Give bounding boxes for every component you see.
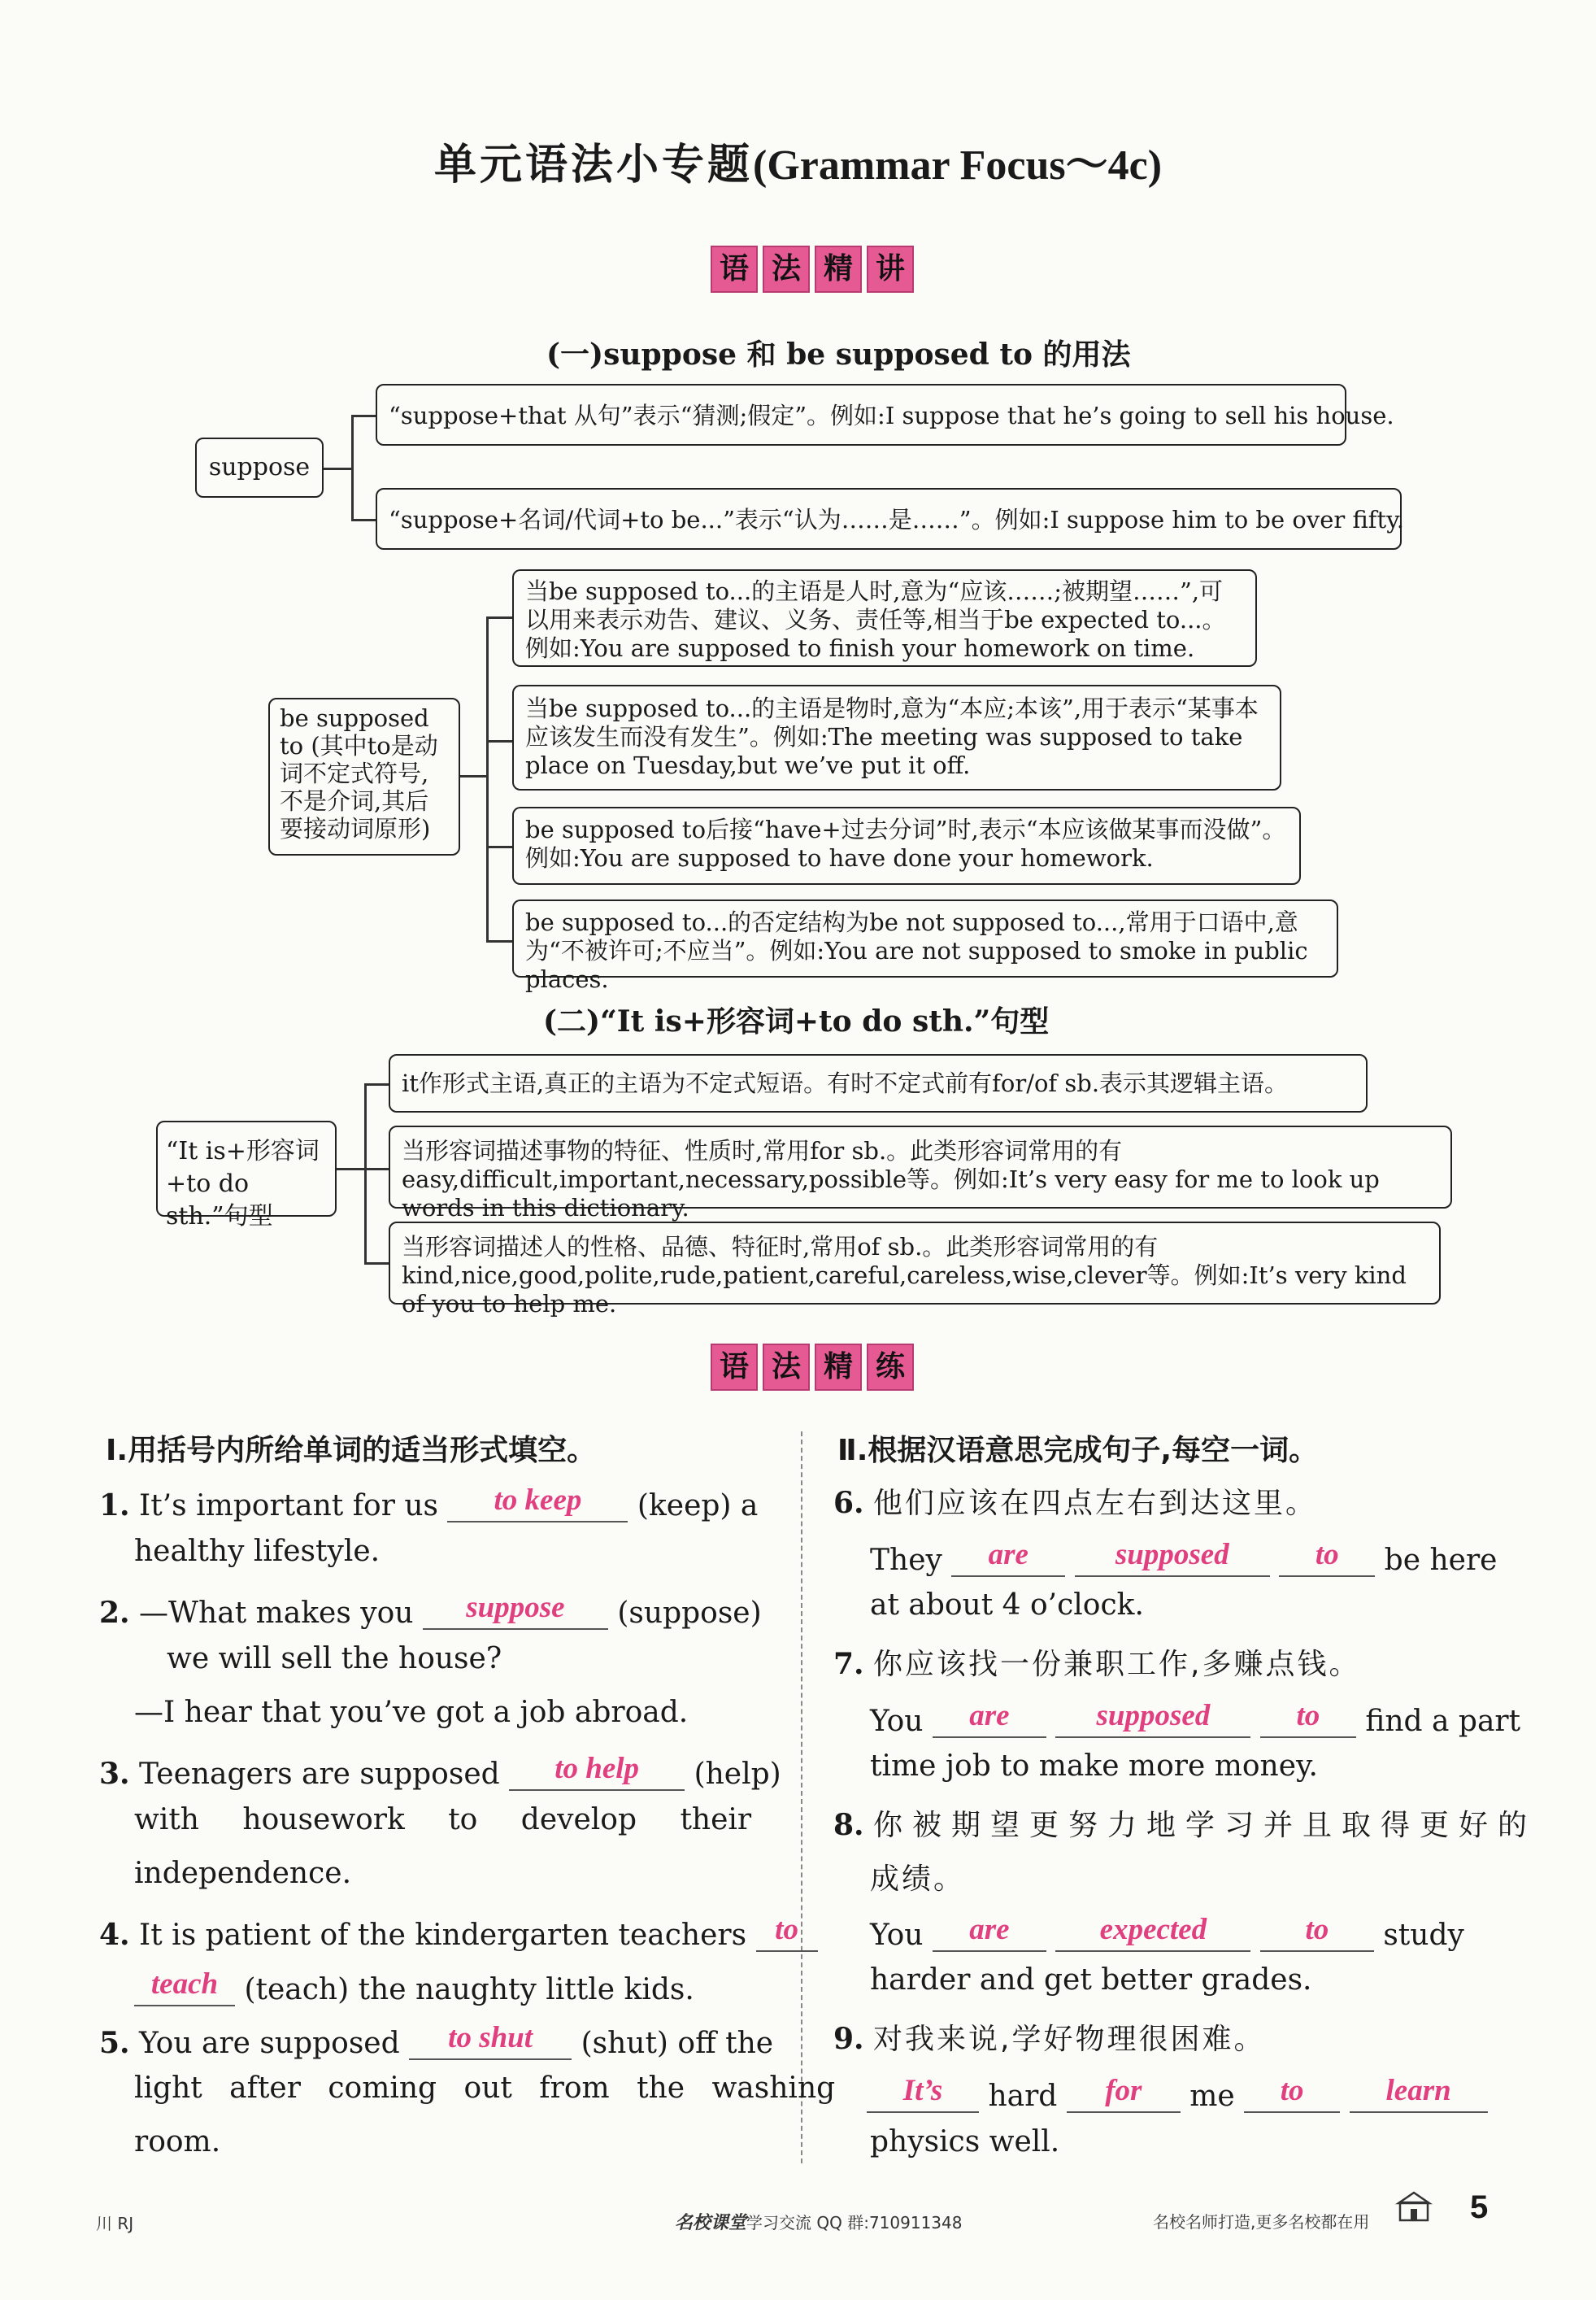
- suppose-label-box: suppose: [195, 438, 324, 498]
- q3-line1: 3. Teenagers are supposed to help (help): [99, 1749, 781, 1791]
- connector: [364, 1083, 367, 1264]
- it-formal-subject-box: it作形式主语,真正的主语为不定式短语。有时不定式前有for/of sb.表示其逻辑主语。: [389, 1054, 1368, 1113]
- q7-line: You are supposed to find a part: [870, 1696, 1520, 1738]
- q9-line: It’s hard for me to learn: [867, 2071, 1488, 2113]
- q6-blank-3[interactable]: to: [1279, 1535, 1375, 1577]
- q8-blank-2[interactable]: expected: [1055, 1910, 1250, 1952]
- q4-line1: 4. It is patient of the kindergarten teachers to: [99, 1910, 818, 1952]
- section2-heading: Ⅱ.根据汉语意思完成句子,每空一词。: [837, 1434, 1319, 1467]
- connector: [486, 940, 514, 943]
- q7-blank-1[interactable]: are: [933, 1696, 1046, 1738]
- q8-cn2: 成绩。: [870, 1862, 966, 1896]
- connector: [337, 1168, 364, 1170]
- q1-line1: 1. It’s important for us to keep (keep) a: [99, 1480, 758, 1522]
- q9-blank-1[interactable]: It’s: [867, 2071, 979, 2113]
- q6-line2: at about 4 o’clock.: [870, 1588, 1144, 1622]
- connector: [486, 616, 514, 619]
- connector: [486, 846, 514, 848]
- q2-line2: we will sell the house?: [167, 1642, 502, 1675]
- q6-line: They are supposed to be here: [870, 1535, 1497, 1577]
- it-for-sb-box: 当形容词描述事物的特征、性质时,常用for sb.。此类形容词常用的有easy,difficult,important,necessary,possible等。例如:It’s very easy for me to look up words in this dictionary.: [389, 1126, 1452, 1209]
- q2-line1: 2. —What makes you suppose (suppose): [99, 1588, 762, 1630]
- q7-line2: time job to make more money.: [870, 1749, 1319, 1783]
- connector: [364, 1262, 390, 1265]
- connector: [324, 468, 351, 470]
- supposed-thing-box: 当be supposed to...的主语是物时,意为“本应;本该”,用于表示“某事本应该发生而没有发生”。例如:The meeting was supposed to take place on Tuesday,but we’ve put it off.: [512, 685, 1281, 791]
- q2-line3: —I hear that you’ve got a job abroad.: [134, 1696, 689, 1729]
- connector: [364, 1168, 390, 1170]
- q9-blank-2[interactable]: for: [1067, 2071, 1181, 2113]
- q4-answer-blank-1[interactable]: to: [756, 1910, 818, 1952]
- connector: [351, 519, 377, 521]
- q8-line: You are expected to study: [870, 1910, 1464, 1952]
- q9-cn: 9. 对我来说,学好物理很困难。: [833, 2022, 1266, 2056]
- supposed-have-done-box: be supposed to后接“have+过去分词”时,表示“本应该做某事而没做”。例如:You are supposed to have done your homework.: [512, 807, 1301, 885]
- brand-logo-icon: [1395, 2188, 1433, 2225]
- q2-answer-blank[interactable]: suppose: [423, 1588, 608, 1630]
- q6-cn: 6. 他们应该在四点左右到达这里。: [833, 1486, 1318, 1520]
- q7-cn: 7. 你应该找一份兼职工作,多赚点钱。: [833, 1647, 1361, 1681]
- connector: [364, 1083, 390, 1086]
- q1-line2: healthy lifestyle.: [134, 1535, 381, 1568]
- q7-blank-2[interactable]: supposed: [1055, 1696, 1250, 1738]
- badge-grammar-explain: 语 法 精 讲: [711, 246, 914, 293]
- supposed-person-box: 当be supposed to...的主语是人时,意为“应该……;被期望……”,可以用来表示劝告、建议、义务、责任等,相当于be expected to...。例如:You are supposed to finish your homework on time.: [512, 569, 1257, 667]
- it-is-label-box: “It is+形容词+to do sth.”句型: [156, 1121, 337, 1217]
- it-of-sb-box: 当形容词描述人的性格、品德、特征时,常用of sb.。此类形容词常用的有kind,nice,good,polite,rude,patient,careful,careless,wise,clever等。例如:It’s very kind of you to help me.: [389, 1222, 1441, 1305]
- connector: [460, 775, 486, 778]
- q5-line2: light after coming out from the washing: [134, 2071, 836, 2105]
- q9-blank-4[interactable]: learn: [1350, 2071, 1488, 2113]
- page-number: 5: [1470, 2189, 1489, 2225]
- supposed-negative-box: be supposed to...的否定结构为be not supposed to...,常用于口语中,意为“不被许可;不应当”。例如:You are not supposed to smoke in public places.: [512, 900, 1338, 978]
- q5-answer-blank[interactable]: to shut: [409, 2018, 572, 2060]
- q8-cn: 8. 你被期望更努力地学习并且取得更好的: [833, 1808, 1537, 1842]
- q7-blank-3[interactable]: to: [1260, 1696, 1356, 1738]
- footer-slogan: 名校名师打造,更多名校都在用: [1153, 2212, 1370, 2232]
- footer-center: 名校课堂学习交流 QQ 群:710911348: [675, 2213, 963, 2233]
- q6-blank-1[interactable]: are: [951, 1535, 1065, 1577]
- connector: [486, 616, 489, 942]
- q8-blank-3[interactable]: to: [1260, 1910, 1374, 1952]
- q3-answer-blank[interactable]: to help: [509, 1749, 685, 1791]
- q3-line3: independence.: [134, 1857, 352, 1890]
- connector: [351, 415, 354, 521]
- connector: [351, 415, 377, 417]
- badge-grammar-practice: 语 法 精 练: [711, 1344, 914, 1391]
- q6-blank-2[interactable]: supposed: [1075, 1535, 1270, 1577]
- q9-blank-3[interactable]: to: [1244, 2071, 1340, 2113]
- column-divider: [801, 1431, 802, 2163]
- q4-line2: teach (teach) the naughty little kids.: [134, 1964, 694, 2006]
- q8-blank-1[interactable]: are: [933, 1910, 1046, 1952]
- q5-line3: room.: [134, 2125, 221, 2158]
- page-title: 单元语法小专题(Grammar Focus～4c): [433, 141, 1163, 189]
- q3-line2: with housework to develop their: [134, 1803, 752, 1836]
- suppose-that-box: “suppose+that 从句”表示“猜测;假定”。例如:I suppose that he’s going to sell his house.: [376, 384, 1346, 446]
- q8-line2: harder and get better grades.: [870, 1963, 1312, 1997]
- q4-answer-blank-2[interactable]: teach: [134, 1964, 235, 2006]
- suppose-to-be-box: “suppose+名词/代词+to be...”表示“认为……是……”。例如:I suppose him to be over fifty.: [376, 488, 1402, 550]
- q9-line2: physics well.: [870, 2125, 1060, 2158]
- connector: [486, 740, 514, 743]
- q1-answer-blank[interactable]: to keep: [447, 1480, 628, 1522]
- footer-edition: 川 RJ: [96, 2214, 134, 2233]
- part2-heading: (二)“It is+形容词+to do sth.”句型: [543, 1004, 1050, 1039]
- section1-heading: Ⅰ.用括号内所给单词的适当形式填空。: [106, 1434, 597, 1467]
- supposed-label-box: be supposed to (其中to是动词不定式符号,不是介词,其后要接动词原形): [268, 698, 460, 856]
- part1-heading: (一)suppose 和 be supposed to 的用法: [546, 338, 1131, 372]
- q5-line1: 5. You are supposed to shut (shut) off the: [99, 2018, 773, 2060]
